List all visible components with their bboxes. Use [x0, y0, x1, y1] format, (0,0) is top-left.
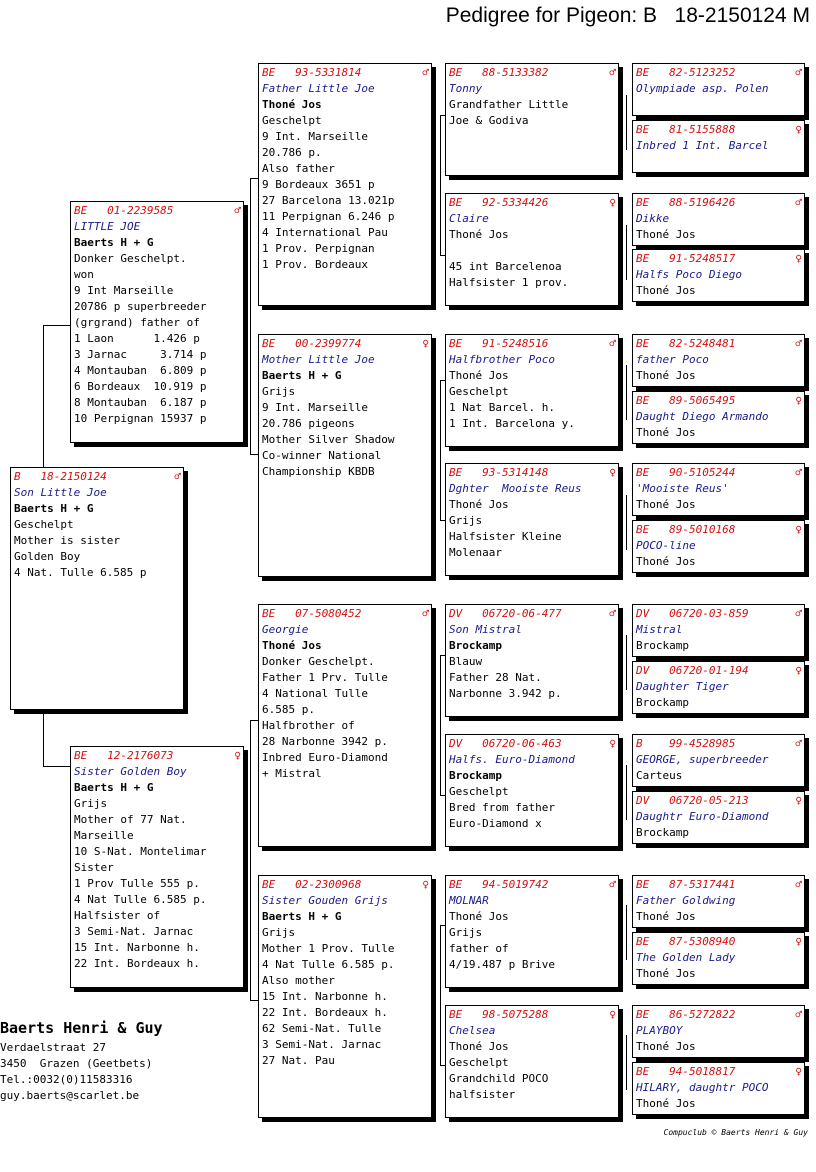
info-line: 4/19.487 p Brive — [449, 958, 555, 971]
connector-line — [626, 225, 627, 280]
sex-symbol: ♂ — [234, 204, 241, 217]
info-line: (grgrand) father of — [74, 316, 200, 329]
ring-number: BE 94-5019742 — [449, 878, 549, 891]
info-line: 1 Prov. Perpignan — [262, 242, 375, 255]
info-line: Grandchild POCO — [449, 1072, 549, 1085]
info-line: 9 Int. Marseille — [262, 401, 368, 414]
owner: Thoné Jos — [262, 98, 322, 111]
connector-line — [250, 720, 258, 721]
sex-symbol: ♀ — [795, 523, 802, 536]
connector-line — [43, 325, 44, 468]
sex-symbol: ♀ — [795, 935, 802, 948]
sex-symbol: ♂ — [609, 66, 616, 79]
pigeon-name: Dikke — [636, 212, 670, 225]
pigeon-name: Son Little Joe — [14, 486, 107, 499]
pigeon-name: Son Mistral — [449, 623, 522, 636]
owner: Brockamp — [636, 826, 689, 839]
sire-card[interactable] — [70, 201, 244, 443]
sex-symbol: ♀ — [609, 196, 616, 209]
owner: Baerts H + G — [74, 781, 154, 794]
info-line: Co-winner National — [262, 449, 382, 462]
owner: Brockamp — [449, 639, 502, 652]
great-grandparent-card[interactable] — [445, 734, 619, 847]
ring-number: BE 92-5334426 — [449, 196, 549, 209]
info-line: Golden Boy — [14, 550, 81, 563]
sex-symbol: ♂ — [609, 337, 616, 350]
connector-line — [440, 925, 441, 1065]
owner: Baerts H + G — [74, 236, 154, 249]
info-line: Inbred Euro-Diamond — [262, 751, 388, 764]
info-line: Geschelpt — [449, 385, 509, 398]
sex-symbol: ♂ — [795, 66, 802, 79]
info-line: 15 Int. Narbonne h. — [262, 990, 388, 1003]
ggg-card[interactable] — [632, 391, 805, 444]
owner: Thoné Jos — [636, 498, 696, 511]
info-line: 62 Semi-Nat. Tulle — [262, 1022, 382, 1035]
pigeon-name: Father Goldwing — [636, 894, 736, 907]
ggg-card[interactable] — [632, 63, 805, 116]
info-line: 9 Bordeaux 3651 p — [262, 178, 375, 191]
ring-number: BE 88-5133382 — [449, 66, 549, 79]
info-line: Halfbrother of — [262, 719, 355, 732]
info-line: Geschelpt — [14, 518, 74, 531]
info-line: Narbonne 3.942 p. — [449, 687, 562, 700]
ring-number: B 18-2150124 — [14, 470, 107, 483]
connector-line — [250, 1000, 258, 1001]
owner: Thoné Jos — [262, 639, 322, 652]
grandsire-paternal-card[interactable] — [258, 63, 432, 306]
info-line: Grandfather Little — [449, 98, 569, 111]
owner: Baerts H + G — [262, 910, 342, 923]
owner: Thoné Jos — [449, 498, 509, 511]
sex-symbol: ♂ — [609, 878, 616, 891]
connector-line — [43, 325, 70, 326]
subject-card[interactable] — [10, 467, 184, 710]
pigeon-name: Georgie — [262, 623, 309, 636]
pigeon-name: Tonny — [449, 82, 483, 95]
great-grandparent-card[interactable] — [445, 63, 619, 176]
connector-line — [626, 1035, 627, 1090]
connector-line — [250, 178, 258, 179]
info-line: 15 Int. Narbonne h. — [74, 941, 200, 954]
info-line: 27 Barcelona 13.021p — [262, 194, 395, 207]
info-line: Also father — [262, 162, 335, 175]
great-grandparent-card[interactable] — [445, 604, 619, 717]
ring-number: BE 89-5065495 — [636, 394, 736, 407]
pigeon-name: Claire — [449, 212, 489, 225]
ring-number: DV 06720-06-463 — [449, 737, 562, 750]
sex-symbol: ♀ — [422, 337, 429, 350]
sex-symbol: ♀ — [795, 394, 802, 407]
info-line: Mother is sister — [14, 534, 120, 547]
info-line: Geschelpt — [449, 1056, 509, 1069]
sex-symbol: ♀ — [234, 749, 241, 762]
pigeon-name: Halfbrother Poco — [449, 353, 555, 366]
sex-symbol: ♂ — [795, 607, 802, 620]
ggg-card[interactable] — [632, 193, 805, 246]
pigeon-name: HILARY, daughtr POCO — [636, 1081, 769, 1094]
ring-number: BE 87-5308940 — [636, 935, 736, 948]
great-grandparent-card[interactable] — [445, 193, 619, 306]
info-line: 27 Nat. Pau — [262, 1054, 335, 1067]
info-line: 4 Nat. Tulle 6.585 p — [14, 566, 147, 579]
owner: Thoné Jos — [449, 910, 509, 923]
pigeon-name: Halfs Poco Diego — [636, 268, 742, 281]
sex-symbol: ♂ — [795, 878, 802, 891]
info-line: 1 Prov Tulle 555 p. — [74, 877, 200, 890]
connector-line — [626, 495, 627, 550]
pigeon-name: MOLNAR — [449, 894, 489, 907]
owner: Baerts H + G — [14, 502, 94, 515]
owner: Brockamp — [636, 639, 689, 652]
owner: Thoné Jos — [636, 967, 696, 980]
info-line: Grijs — [74, 797, 108, 810]
info-line: Geschelpt — [262, 114, 322, 127]
info-line: won — [74, 268, 94, 281]
info-line: Marseille — [74, 829, 134, 842]
owner: Thoné Jos — [636, 426, 696, 439]
info-line: 3 Semi-Nat. Jarnac — [74, 925, 194, 938]
sex-symbol: ♂ — [795, 196, 802, 209]
ring-number: BE 93-5331814 — [262, 66, 362, 79]
ring-number: BE 81-5155888 — [636, 123, 736, 136]
pigeon-name: Daught Diego Armando — [636, 410, 769, 423]
ring-number: BE 82-5123252 — [636, 66, 736, 79]
connector-line — [250, 454, 258, 455]
pigeon-name: Chelsea — [449, 1024, 496, 1037]
sex-symbol: ♀ — [795, 664, 802, 677]
info-line: Mother of 77 Nat. — [74, 813, 187, 826]
info-line: 22 Int. Bordeaux h. — [74, 957, 200, 970]
credit-footer: Compuclub © Baerts Henri & Guy — [663, 1128, 808, 1137]
ring-number: BE 89-5010168 — [636, 523, 736, 536]
ring-number: BE 12-2176073 — [74, 749, 174, 762]
owner: Thoné Jos — [636, 1097, 696, 1110]
pigeon-name: father Poco — [636, 353, 709, 366]
pigeon-name: PLAYBOY — [636, 1024, 683, 1037]
info-line: 8 Montauban 6.187 p — [74, 396, 207, 409]
pigeon-name: Olympiade asp. Polen — [636, 82, 769, 95]
pigeon-name: Father Little Joe — [262, 82, 375, 95]
info-line: Donker Geschelpt. — [74, 252, 187, 265]
ggg-card[interactable] — [632, 520, 805, 573]
connector-line — [626, 635, 627, 690]
info-line: Blauw — [449, 655, 483, 668]
info-line: Championship KBDB — [262, 465, 375, 478]
page-title: Pedigree for Pigeon: B 18-2150124 M — [445, 4, 810, 27]
info-line: + Mistral — [262, 767, 322, 780]
pigeon-name: The Golden Lady — [636, 951, 736, 964]
ring-number: BE 91-5248516 — [449, 337, 549, 350]
info-line: Mother Silver Shadow — [262, 433, 395, 446]
info-line: 28 Narbonne 3942 p. — [262, 735, 388, 748]
connector-line — [626, 765, 627, 820]
sex-symbol: ♀ — [609, 466, 616, 479]
connector-line — [440, 655, 441, 795]
info-line: 6.585 p. — [262, 703, 315, 716]
ring-number: BE 82-5248481 — [636, 337, 736, 350]
info-line: Grijs — [449, 926, 483, 939]
ring-number: BE 88-5196426 — [636, 196, 736, 209]
info-line: 1 Laon 1.426 p — [74, 332, 200, 345]
owner: Carteus — [636, 769, 683, 782]
pigeon-name: Mother Little Joe — [262, 353, 375, 366]
owner: Thoné Jos — [636, 228, 696, 241]
owner: Baerts H + G — [262, 369, 342, 382]
info-line: Sister — [74, 861, 114, 874]
pigeon-name: Sister Gouden Grijs — [262, 894, 388, 907]
ring-number: B 99-4528985 — [636, 737, 736, 750]
ring-number: DV 06720-01-194 — [636, 664, 749, 677]
pigeon-name: Halfs. Euro-Diamond — [449, 753, 575, 766]
connector-line — [250, 178, 251, 454]
sex-symbol: ♂ — [795, 737, 802, 750]
ggg-card[interactable] — [632, 791, 805, 844]
info-line: Halfsister Kleine — [449, 530, 562, 543]
granddam-maternal-card[interactable] — [258, 875, 432, 1118]
pigeon-name: Daughtr Euro-Diamond — [636, 810, 769, 823]
owner: Brockamp — [449, 769, 502, 782]
owner: Thoné Jos — [449, 369, 509, 382]
breeder-phone: Tel.:0032(0)11583316 — [0, 1073, 133, 1086]
ring-number: BE 86-5272822 — [636, 1008, 736, 1021]
info-line: 4 Nat Tulle 6.585 p. — [74, 893, 207, 906]
ggg-card[interactable] — [632, 875, 805, 928]
ggg-card[interactable] — [632, 1005, 805, 1058]
info-line: Grijs — [262, 385, 296, 398]
pigeon-name: POCO-line — [636, 539, 696, 552]
sex-symbol: ♂ — [795, 337, 802, 350]
ring-number: BE 94-5018817 — [636, 1065, 736, 1078]
pigeon-name: Mistral — [636, 623, 683, 636]
great-grandparent-card[interactable] — [445, 1005, 619, 1118]
connector-line — [440, 115, 441, 255]
pigeon-name: Dghter Mooiste Reus — [449, 482, 582, 495]
info-line: 4 National Tulle — [262, 687, 368, 700]
pigeon-name: Daughter Tiger — [636, 680, 729, 693]
pigeon-name: GEORGE, superbreeder — [636, 753, 769, 766]
owner: Brockamp — [636, 696, 689, 709]
sex-symbol: ♀ — [795, 123, 802, 136]
ring-number: DV 06720-03-859 — [636, 607, 749, 620]
owner: Thoné Jos — [449, 228, 509, 241]
info-line: 3 Jarnac 3.714 p — [74, 348, 207, 361]
owner: Thoné Jos — [636, 1040, 696, 1053]
ring-number: BE 87-5317441 — [636, 878, 736, 891]
info-line: Geschelpt — [449, 785, 509, 798]
great-grandparent-card[interactable] — [445, 334, 619, 447]
granddam-paternal-card[interactable] — [258, 334, 432, 577]
great-grandparent-card[interactable] — [445, 875, 619, 988]
connector-line — [440, 380, 441, 520]
ggg-card[interactable] — [632, 334, 805, 387]
ggg-card[interactable] — [632, 661, 805, 714]
info-line: 1 Nat Barcel. h. — [449, 401, 555, 414]
ring-number: BE 98-5075288 — [449, 1008, 549, 1021]
info-line: 1 Prov. Bordeaux — [262, 258, 368, 271]
breeder-name: Baerts Henri & Guy — [0, 1019, 163, 1037]
sex-symbol: ♀ — [795, 252, 802, 265]
info-line: Father 28 Nat. — [449, 671, 542, 684]
sex-symbol: ♀ — [422, 878, 429, 891]
breeder-email[interactable]: guy.baerts@scarlet.be — [0, 1089, 140, 1102]
info-line — [449, 243, 615, 259]
info-line: Halfsister 1 prov. — [449, 276, 569, 289]
info-line: 20786 p superbreeder — [74, 300, 207, 313]
great-grandparent-card[interactable] — [445, 463, 619, 576]
owner: Thoné Jos — [636, 555, 696, 568]
ggg-card[interactable] — [632, 120, 805, 173]
breeder-info — [0, 1016, 163, 1104]
ring-number: DV 06720-06-477 — [449, 607, 562, 620]
connector-line — [43, 766, 70, 767]
owner: Thoné Jos — [636, 284, 696, 297]
info-line: halfsister — [449, 1088, 516, 1101]
ggg-card[interactable] — [632, 249, 805, 302]
connector-line — [626, 95, 627, 150]
info-line: Bred from father — [449, 801, 555, 814]
info-line: 10 S-Nat. Montelimar — [74, 845, 207, 858]
info-line: 3 Semi-Nat. Jarnac — [262, 1038, 382, 1051]
sex-symbol: ♀ — [795, 1065, 802, 1078]
grandsire-maternal-card[interactable] — [258, 604, 432, 847]
breeder-city: 3450 Grazen (Geetbets) — [0, 1057, 153, 1070]
info-line: 4 Montauban 6.809 p — [74, 364, 207, 377]
info-line: Grijs — [449, 514, 483, 527]
sex-symbol: ♂ — [795, 1008, 802, 1021]
connector-line — [626, 905, 627, 960]
info-line: 10 Perpignan 15937 p — [74, 412, 207, 425]
info-line: 11 Perpignan 6.246 p — [262, 210, 395, 223]
dam-card[interactable] — [70, 746, 244, 988]
ggg-card[interactable] — [632, 604, 805, 657]
owner: Thoné Jos — [636, 910, 696, 923]
sex-symbol: ♂ — [609, 607, 616, 620]
info-line: Donker Geschelpt. — [262, 655, 375, 668]
info-line: 6 Bordeaux 10.919 p — [74, 380, 207, 393]
info-line: 22 Int. Bordeaux h. — [262, 1006, 388, 1019]
sex-symbol: ♀ — [609, 737, 616, 750]
info-line: Also mother — [262, 974, 335, 987]
info-line: 1 Int. Barcelona y. — [449, 417, 575, 430]
info-line: 9 Int Marseille — [74, 284, 174, 297]
sex-symbol: ♀ — [795, 794, 802, 807]
info-line: Grijs — [262, 926, 296, 939]
info-line: 4 International Pau — [262, 226, 388, 239]
ggg-card[interactable] — [632, 1062, 805, 1115]
ggg-card[interactable] — [632, 734, 805, 787]
sex-symbol: ♂ — [422, 66, 429, 79]
info-line: Mother 1 Prov. Tulle — [262, 942, 395, 955]
info-line: 4 Nat Tulle 6.585 p. — [262, 958, 395, 971]
info-line: Father 1 Prv. Tulle — [262, 671, 388, 684]
sex-symbol: ♀ — [609, 1008, 616, 1021]
connector-line — [250, 720, 251, 1000]
info-line: 45 int Barcelenoa — [449, 260, 562, 273]
ring-number: BE 02-2300968 — [262, 878, 362, 891]
pigeon-name: Sister Golden Boy — [74, 765, 187, 778]
pigeon-name: Inbred 1 Int. Barcel — [636, 139, 769, 152]
connector-line — [43, 710, 44, 766]
pigeon-name: LITTLE JOE — [74, 220, 141, 233]
ring-number: DV 06720-05-213 — [636, 794, 749, 807]
owner: Thoné Jos — [449, 1040, 509, 1053]
sex-symbol: ♂ — [795, 466, 802, 479]
ring-number: BE 93-5314148 — [449, 466, 549, 479]
info-line: 20.786 p. — [262, 146, 322, 159]
ggg-card[interactable] — [632, 463, 805, 516]
info-line: Joe & Godiva — [449, 114, 529, 127]
ring-number: BE 91-5248517 — [636, 252, 736, 265]
info-line: father of — [449, 942, 509, 955]
ring-number: BE 00-2399774 — [262, 337, 362, 350]
ggg-card[interactable] — [632, 932, 805, 985]
info-line: Molenaar — [449, 546, 502, 559]
info-line: 9 Int. Marseille — [262, 130, 368, 143]
breeder-street: Verdaelstraat 27 — [0, 1041, 106, 1054]
info-line: Halfsister of — [74, 909, 161, 922]
info-line: 20.786 pigeons — [262, 417, 355, 430]
pigeon-name: 'Mooiste Reus' — [636, 482, 729, 495]
owner: Thoné Jos — [636, 369, 696, 382]
ring-number: BE 90-5105244 — [636, 466, 736, 479]
ring-number: BE 01-2239585 — [74, 204, 174, 217]
ring-number: BE 07-5080452 — [262, 607, 362, 620]
sex-symbol: ♂ — [422, 607, 429, 620]
sex-symbol: ♂ — [174, 470, 181, 483]
info-line: Euro-Diamond x — [449, 817, 542, 830]
connector-line — [626, 365, 627, 420]
